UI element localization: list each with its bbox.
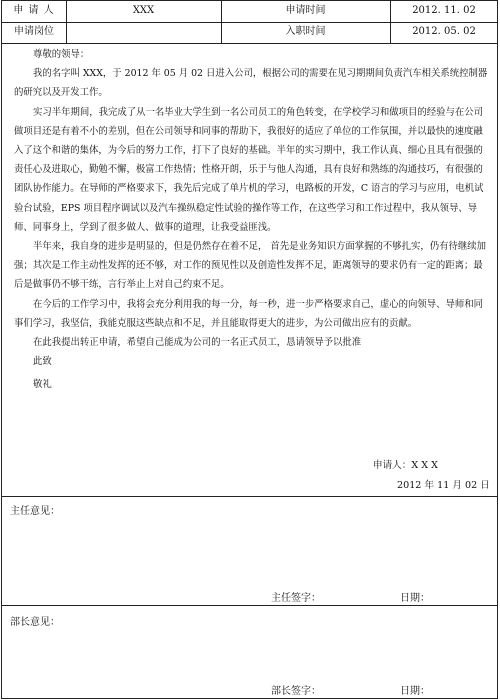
letter-paragraph: 我的名字叫 XXX，于 2012 年 05 月 02 日进入公司，根据公司的需要在见习期期间负责汽车相关系统控制器的研究以及开发工作。 — [14, 68, 488, 99]
supervisor-sign-label: 主任签字： — [271, 593, 321, 604]
letter-paragraph: 在此我提出转正申请，希望自己能成为公司的一名正式员工，恳请领导予以批准 — [33, 337, 362, 349]
letter-closing-1: 此致 — [33, 356, 52, 368]
entry-time-label: 入职时间 — [285, 26, 326, 37]
applicant-value: XXX — [132, 5, 155, 16]
supervisor-date-label: 日期： — [400, 593, 430, 604]
letter-paragraph: 在今后的工作学习中，我将会充分利用我的每一分，每一秒，进一步严格要求自己，虚心的向领导、导师和同事们学习，我坚信，我能克服这些缺点和不足，并且能取得更大的进步，为公司做出应有的贡献。 — [14, 298, 484, 329]
position-label: 申请岗位 — [14, 26, 54, 37]
letter-date: 2012 年 11 月 02 日 — [397, 480, 490, 491]
application-letter — [14, 45, 492, 395]
letter-salutation: 尊敬的领导： — [33, 49, 90, 60]
minister-date-label: 日期： — [400, 686, 430, 697]
section-divider — [2, 496, 497, 497]
applicant-signature: 申请人：X X X — [373, 460, 438, 471]
supervisor-opinion-label: 主任意见： — [10, 506, 60, 517]
apply-time-label: 申请时间 — [285, 5, 326, 16]
entry-time-value: 2012. 05. 02 — [412, 26, 476, 37]
letter-paragraph: 半年来，我自身的进步是明显的，但是仍然存在着不足， 首先是业务知识方面掌握的不够扎实，仍有待继续加强；其次是工作主动性发挥的还不够，对工作的预见性以及创造性发挥不足，距离领导的要求仍有一定的距离；最后是做事仍不够干练，言行举止上对自己约束不足。 — [14, 241, 486, 291]
letter-paragraph: 实习半年期间，我完成了从一名毕业大学生到一名公司员工的角色转变，在学校学习和做项目的经验与在公司做项目还是有着不小的差别，但在公司领导和同事的帮助下，我很好的适应了单位的工作氛围，并以最快的速度融入了这个和谐的集体，为今后的努力工作，打下了良好的基础。半年的实习期中，我工作认真、细心且具有很强的责任心及进取心，勤勉不懈，极富工作热情；性格开朗，乐于与他人沟通，具有良好和熟练的沟通技巧，有很强的团队协作能力。在导师的严格要求下，我先后完成了单片机的学习，电路板的开发，C 语言的学习与应用，电机试验台试验，EPS 项目程序调试以及汽车操纵稳定性试验的操作等工作，在这些学习和工作过程中，我从领导、导师、同事身上，学到了很多做人、做事的道理，让我受益匪浅。 — [14, 106, 484, 233]
minister-opinion-label: 部长意见： — [10, 617, 60, 628]
section-divider — [2, 605, 497, 606]
apply-time-value: 2012. 11. 02 — [412, 5, 476, 16]
row-divider — [2, 43, 497, 44]
applicant-label: 申 请 人 — [13, 5, 55, 16]
letter-closing-2: 敬礼 — [33, 379, 52, 391]
application-form — [1, 0, 498, 699]
position-value — [66, 22, 221, 42]
minister-sign-label: 部长签字： — [271, 686, 321, 697]
